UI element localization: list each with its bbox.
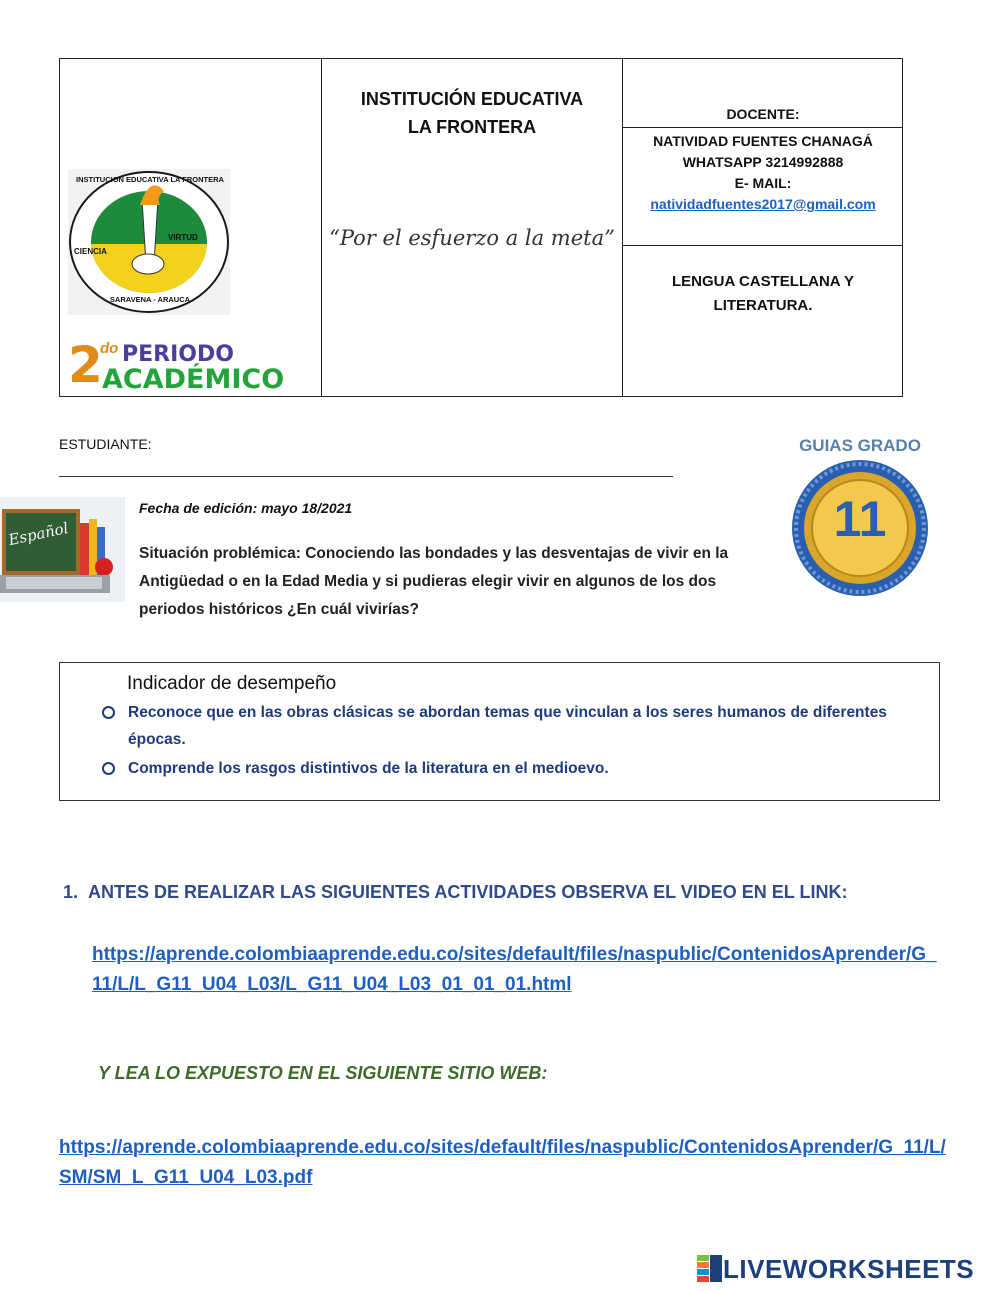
email-link[interactable]: natividadfuentes2017@gmail.com xyxy=(650,196,876,212)
student-label: ESTUDIANTE: xyxy=(59,436,152,452)
teacher-name: NATIVIDAD FUENTES CHANAGÁ xyxy=(653,133,873,149)
teacher-cell xyxy=(623,59,903,396)
espanol-chalkboard-image xyxy=(0,497,125,602)
problem-situation: Situación problémica: Conociendo las bondades y las desventajas de vivir en la Antigüedad o en la Edad Media y si pudieras elegir vivir en algunos de los dos periodos históricos ¿En cuál vivirías? xyxy=(139,545,729,618)
student-name-line[interactable] xyxy=(59,476,673,477)
periodo-word1: PERIODO xyxy=(122,342,234,367)
activity-step xyxy=(63,882,847,903)
institution-line1: INSTITUCIÓN EDUCATIVA xyxy=(360,89,584,109)
motto: “Por el esfuerzo a la meta” xyxy=(329,226,615,250)
docente-row xyxy=(623,59,903,128)
email-label: E- MAIL: xyxy=(734,175,792,191)
subject-row xyxy=(623,246,903,396)
periodo-academico-logo xyxy=(68,336,316,400)
subject-line1: LENGUA CASTELLANA Y xyxy=(672,273,854,290)
contact-row xyxy=(623,128,903,246)
institution-name xyxy=(322,85,622,141)
espanol-label: Español xyxy=(6,518,70,550)
brand-name: LIVEWORKSHEETS xyxy=(723,1253,975,1284)
performance-indicator-box xyxy=(59,662,940,801)
periodo-number: 2 xyxy=(68,336,103,394)
step-number: 1. xyxy=(63,882,79,902)
indicator-title: Indicador de desempeño xyxy=(127,673,337,694)
bullet-circle-icon xyxy=(102,762,115,775)
school-logo xyxy=(68,169,230,315)
docente-label: DOCENTE: xyxy=(726,106,800,122)
video-link[interactable]: https://aprende.colombiaaprende.edu.co/sites/default/files/naspublic/ContenidosAprender/G_11/L/L_G11_U04_L03/L_G11_U04_L03_01_01_01.html xyxy=(92,944,937,995)
grade-number: 11 xyxy=(833,491,887,547)
liveworksheets-brand xyxy=(697,1252,974,1286)
institution-line2: LA FRONTERA xyxy=(407,117,537,137)
logo-left-word: CIENCIA xyxy=(74,247,107,256)
header-table xyxy=(59,58,903,397)
subject xyxy=(623,270,903,318)
contact-info xyxy=(623,131,903,215)
subject-line2: LITERATURA. xyxy=(713,297,813,314)
read-instruction: Y LEA LO EXPUESTO EN EL SIGUIENTE SITIO WEB: xyxy=(98,1063,548,1083)
logo-ring-bottom: SARAVENA - ARAUCA xyxy=(109,295,191,304)
guias-grado-title: GUIAS GRADO xyxy=(799,436,921,455)
logo-right-word: VIRTUD xyxy=(168,233,198,242)
indicator-item: Comprende los rasgos distintivos de la literatura en el medioevo. xyxy=(100,755,900,782)
periodo-word2: ACADÉMICO xyxy=(102,364,285,395)
edition-date: Fecha de edición: mayo 18/2021 xyxy=(139,500,353,516)
step-text: ANTES DE REALIZAR LAS SIGUIENTES ACTIVIDADES OBSERVA EL VIDEO EN EL LINK: xyxy=(88,882,848,902)
logo-cell xyxy=(60,59,322,396)
institution-cell xyxy=(322,59,623,396)
liveworksheets-logo-icon xyxy=(697,1255,723,1283)
indicator-list xyxy=(100,699,900,784)
logo-ring-top: INSTITUCION EDUCATIVA LA FRONTERA xyxy=(76,175,224,184)
indicator-item: Reconoce que en las obras clásicas se abordan temas que vinculan a los seres humanos de diferentes épocas. xyxy=(100,699,900,753)
whatsapp: WHATSAPP 3214992888 xyxy=(682,154,844,170)
website-link[interactable]: https://aprende.colombiaaprende.edu.co/sites/default/files/naspublic/ContenidosAprender/G_11/L/SM/SM_L_G11_U04_L03.pdf xyxy=(59,1137,946,1188)
periodo-ordinal: do xyxy=(100,340,119,357)
bullet-circle-icon xyxy=(102,706,115,719)
